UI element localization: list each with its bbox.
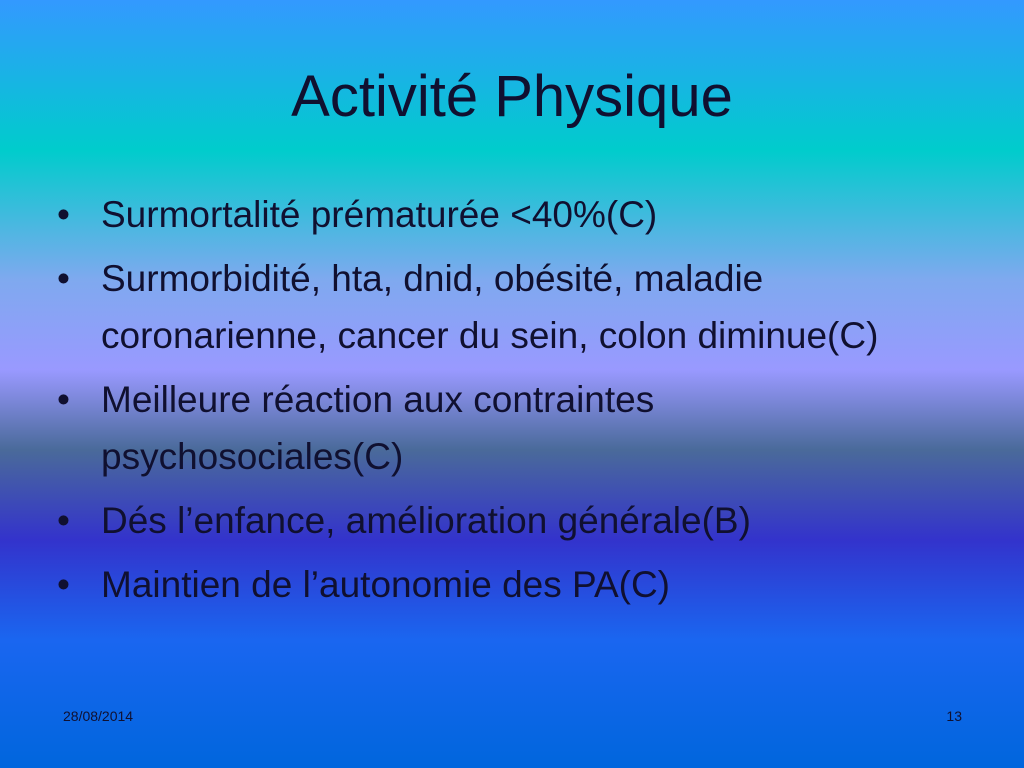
slide-number: 13 bbox=[946, 708, 962, 724]
bullet-icon: • bbox=[57, 379, 70, 420]
bullet-text: Surmorbidité, hta, dnid, obésité, maladie coronarienne, cancer du sein, colon diminue(C) bbox=[101, 258, 879, 356]
list-item bbox=[55, 371, 955, 485]
list-item bbox=[55, 250, 955, 364]
bullet-list bbox=[55, 186, 955, 620]
bullet-text: Maintien de l’autonomie des PA(C) bbox=[101, 564, 670, 605]
list-item bbox=[55, 186, 955, 243]
bullet-icon: • bbox=[57, 258, 70, 299]
bullet-icon: • bbox=[57, 500, 70, 541]
bullet-icon: • bbox=[57, 564, 70, 605]
list-item bbox=[55, 556, 955, 613]
bullet-text: Dés l’enfance, amélioration générale(B) bbox=[101, 500, 751, 541]
slide-title: Activité Physique bbox=[291, 64, 733, 129]
bullet-text: Surmortalité prématurée <40%(C) bbox=[101, 194, 658, 235]
bullet-icon: • bbox=[57, 194, 70, 235]
footer-date: 28/08/2014 bbox=[63, 708, 134, 724]
bullet-text: Meilleure réaction aux contraintes psychosociales(C) bbox=[101, 379, 655, 477]
list-item bbox=[55, 492, 955, 549]
